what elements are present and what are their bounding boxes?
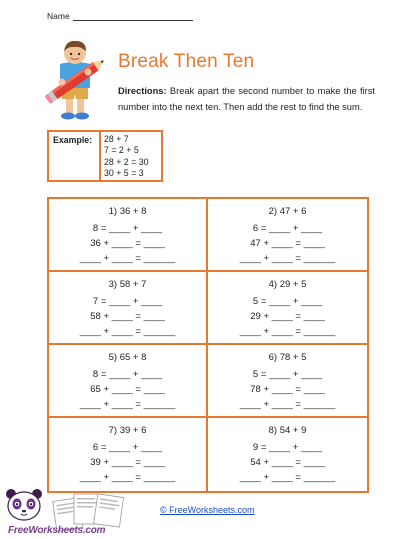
logo-wordmark: FreeWorksheets.com: [8, 525, 106, 536]
problem-cell: [49, 272, 208, 345]
problem-step[interactable]: 6 = ____ + ____: [92, 442, 163, 453]
problem-step[interactable]: 78 + ____ = ____: [250, 384, 325, 395]
problem-step[interactable]: ____ + ____ = ______: [239, 472, 336, 483]
directions-label: Directions:: [118, 86, 167, 96]
problem-step[interactable]: 9 = ____ + ____: [252, 442, 323, 453]
name-label: Name: [47, 11, 70, 21]
problem-title: 2) 47 + 6: [268, 206, 307, 217]
problem-cell: [208, 418, 367, 491]
problem-cell: [49, 418, 208, 491]
problem-step[interactable]: 7 = ____ + ____: [92, 296, 163, 307]
example-box: [47, 130, 163, 182]
problem-title: 5) 65 + 8: [108, 352, 147, 363]
problem-step[interactable]: 36 + ____ = ____: [90, 238, 165, 249]
problem-step[interactable]: 8 = ____ + ____: [92, 369, 163, 380]
problem-step[interactable]: 54 + ____ = ____: [250, 457, 325, 468]
problem-cell: [49, 345, 208, 418]
problem-step[interactable]: 6 = ____ + ____: [252, 223, 323, 234]
problem-title: 7) 39 + 6: [108, 425, 147, 436]
problem-title: 1) 36 + 8: [108, 206, 147, 217]
problem-step[interactable]: 5 = ____ + ____: [252, 296, 323, 307]
name-line[interactable]: [73, 12, 193, 21]
directions-paragraph: [118, 83, 375, 115]
page-title: Break Then Ten: [118, 51, 255, 72]
problem-title: 8) 54 + 9: [268, 425, 307, 436]
name-field-row: [47, 11, 193, 21]
directions-text: Break apart the second number to make the first number into the next ten. Then add the rest to find the sum.: [118, 86, 375, 112]
problem-step[interactable]: ____ + ____ = ______: [79, 399, 176, 410]
problem-cell: [208, 345, 367, 418]
problem-title: 4) 29 + 5: [268, 279, 307, 290]
problem-step[interactable]: ____ + ____ = ______: [239, 399, 336, 410]
problem-step[interactable]: 65 + ____ = ____: [90, 384, 165, 395]
kid-with-pencil-icon: [40, 36, 112, 122]
problem-step[interactable]: 8 = ____ + ____: [92, 223, 163, 234]
problem-cell: [49, 199, 208, 272]
problem-step[interactable]: ____ + ____ = ______: [79, 253, 176, 264]
problem-title: 6) 78 + 5: [268, 352, 307, 363]
problems-grid: [47, 197, 369, 493]
footer-copyright-link[interactable]: © FreeWorksheets.com: [160, 505, 255, 515]
problem-step[interactable]: 39 + ____ = ____: [90, 457, 165, 468]
problem-step[interactable]: ____ + ____ = ______: [79, 326, 176, 337]
example-label: Example:: [49, 132, 101, 180]
example-line: 7 = 2 + 5: [104, 145, 139, 156]
problem-step[interactable]: ____ + ____ = ______: [239, 253, 336, 264]
problem-step[interactable]: ____ + ____ = ______: [79, 472, 176, 483]
problem-step[interactable]: 47 + ____ = ____: [250, 238, 325, 249]
problem-step[interactable]: 29 + ____ = ____: [250, 311, 325, 322]
example-line: 30 + 5 = 3: [104, 167, 144, 178]
example-lines: [101, 132, 161, 180]
problem-cell: [208, 199, 367, 272]
example-line: 28 + 7: [104, 134, 129, 144]
problem-title: 3) 58 + 7: [108, 279, 147, 290]
problem-step[interactable]: 5 = ____ + ____: [252, 369, 323, 380]
problem-cell: [208, 272, 367, 345]
problem-step[interactable]: 58 + ____ = ____: [90, 311, 165, 322]
example-line: 28 + 2 = 30: [104, 156, 149, 167]
problem-step[interactable]: ____ + ____ = ______: [239, 326, 336, 337]
